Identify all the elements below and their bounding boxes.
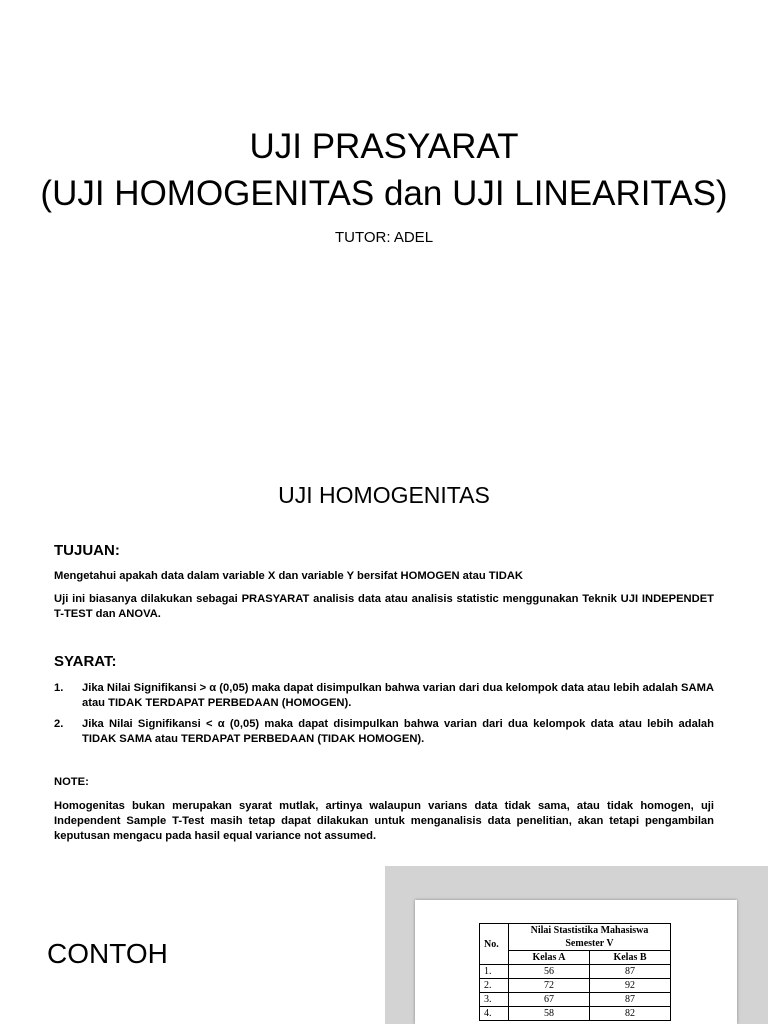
cell-kelas-a: 72 — [509, 979, 590, 993]
cell-no: 1. — [480, 965, 509, 979]
title-line-1: UJI PRASYARAT — [249, 127, 519, 166]
content-slide — [0, 448, 768, 1024]
cell-kelas-b: 87 — [590, 993, 671, 1007]
syarat-heading: SYARAT: — [54, 653, 117, 670]
cell-no: 4. — [480, 1007, 509, 1021]
list-text: Jika Nilai Signifikansi < α (0,05) maka dapat disimpulkan bahwa varian dari dua kelompok data atau lebih adalah TIDAK SAMA atau TERDAPAT PERBEDAAN (TIDAK HOMOGEN). — [82, 718, 714, 745]
table-row — [480, 979, 671, 993]
list-text: Jika Nilai Signifikansi > α (0,05) maka dapat disimpulkan bahwa varian dari dua kelompok data atau lebih adalah SAMA atau TIDAK TERDAPAT PERBEDAAN (HOMOGEN). — [82, 682, 714, 709]
slide-title: UJI HOMOGENITAS — [278, 482, 490, 508]
cell-no: 2. — [480, 979, 509, 993]
list-number: 2. — [54, 718, 64, 730]
column-header-kelas-b: Kelas B — [590, 951, 671, 965]
syarat-list-item — [54, 717, 714, 747]
cell-kelas-a: 56 — [509, 965, 590, 979]
tujuan-paragraph-2: Uji ini biasanya dilakukan sebagai PRASYARAT analisis data atau analisis statistic menggunakan Teknik UJI INDEPENDET T-TEST dan ANOVA. — [54, 593, 714, 620]
column-header-no: No. — [480, 924, 509, 965]
cell-no: 3. — [480, 993, 509, 1007]
note-paragraph: Homogenitas bukan merupakan syarat mutlak, artinya walaupun varians data tidak sama, atau tidak homogen, uji Independent Sample T-Test masih tetap dapat dilakukan untuk menganalisis data penelitian, akan tetapi pengambilan keputusan mengacu pada hasil equal variance not assumed. — [54, 800, 714, 842]
table-paper — [415, 900, 737, 1024]
title-line-2: (UJI HOMOGENITAS dan UJI LINEARITAS) — [40, 174, 728, 213]
cell-kelas-a: 58 — [509, 1007, 590, 1021]
table-row — [480, 965, 671, 979]
data-table — [479, 923, 671, 1021]
note-label: NOTE: — [54, 776, 89, 788]
table-row — [480, 1007, 671, 1021]
title-slide — [0, 0, 768, 440]
tujuan-paragraph-1: Mengetahui apakah data dalam variable X dan variable Y bersifat HOMOGEN atau TIDAK — [54, 570, 523, 582]
cell-kelas-b: 87 — [590, 965, 671, 979]
example-table-image — [385, 866, 768, 1024]
cell-kelas-a: 67 — [509, 993, 590, 1007]
tujuan-heading: TUJUAN: — [54, 542, 120, 559]
syarat-list-item — [54, 681, 714, 711]
column-group-header: Nilai Stastistika Mahasiswa Semester V — [509, 924, 671, 951]
cell-kelas-b: 82 — [590, 1007, 671, 1021]
slide-subtitle: TUTOR: ADEL — [334, 229, 434, 246]
column-header-kelas-a: Kelas A — [509, 951, 590, 965]
list-number: 1. — [54, 682, 64, 694]
contoh-heading: CONTOH — [47, 938, 168, 969]
table-row — [480, 993, 671, 1007]
cell-kelas-b: 92 — [590, 979, 671, 993]
